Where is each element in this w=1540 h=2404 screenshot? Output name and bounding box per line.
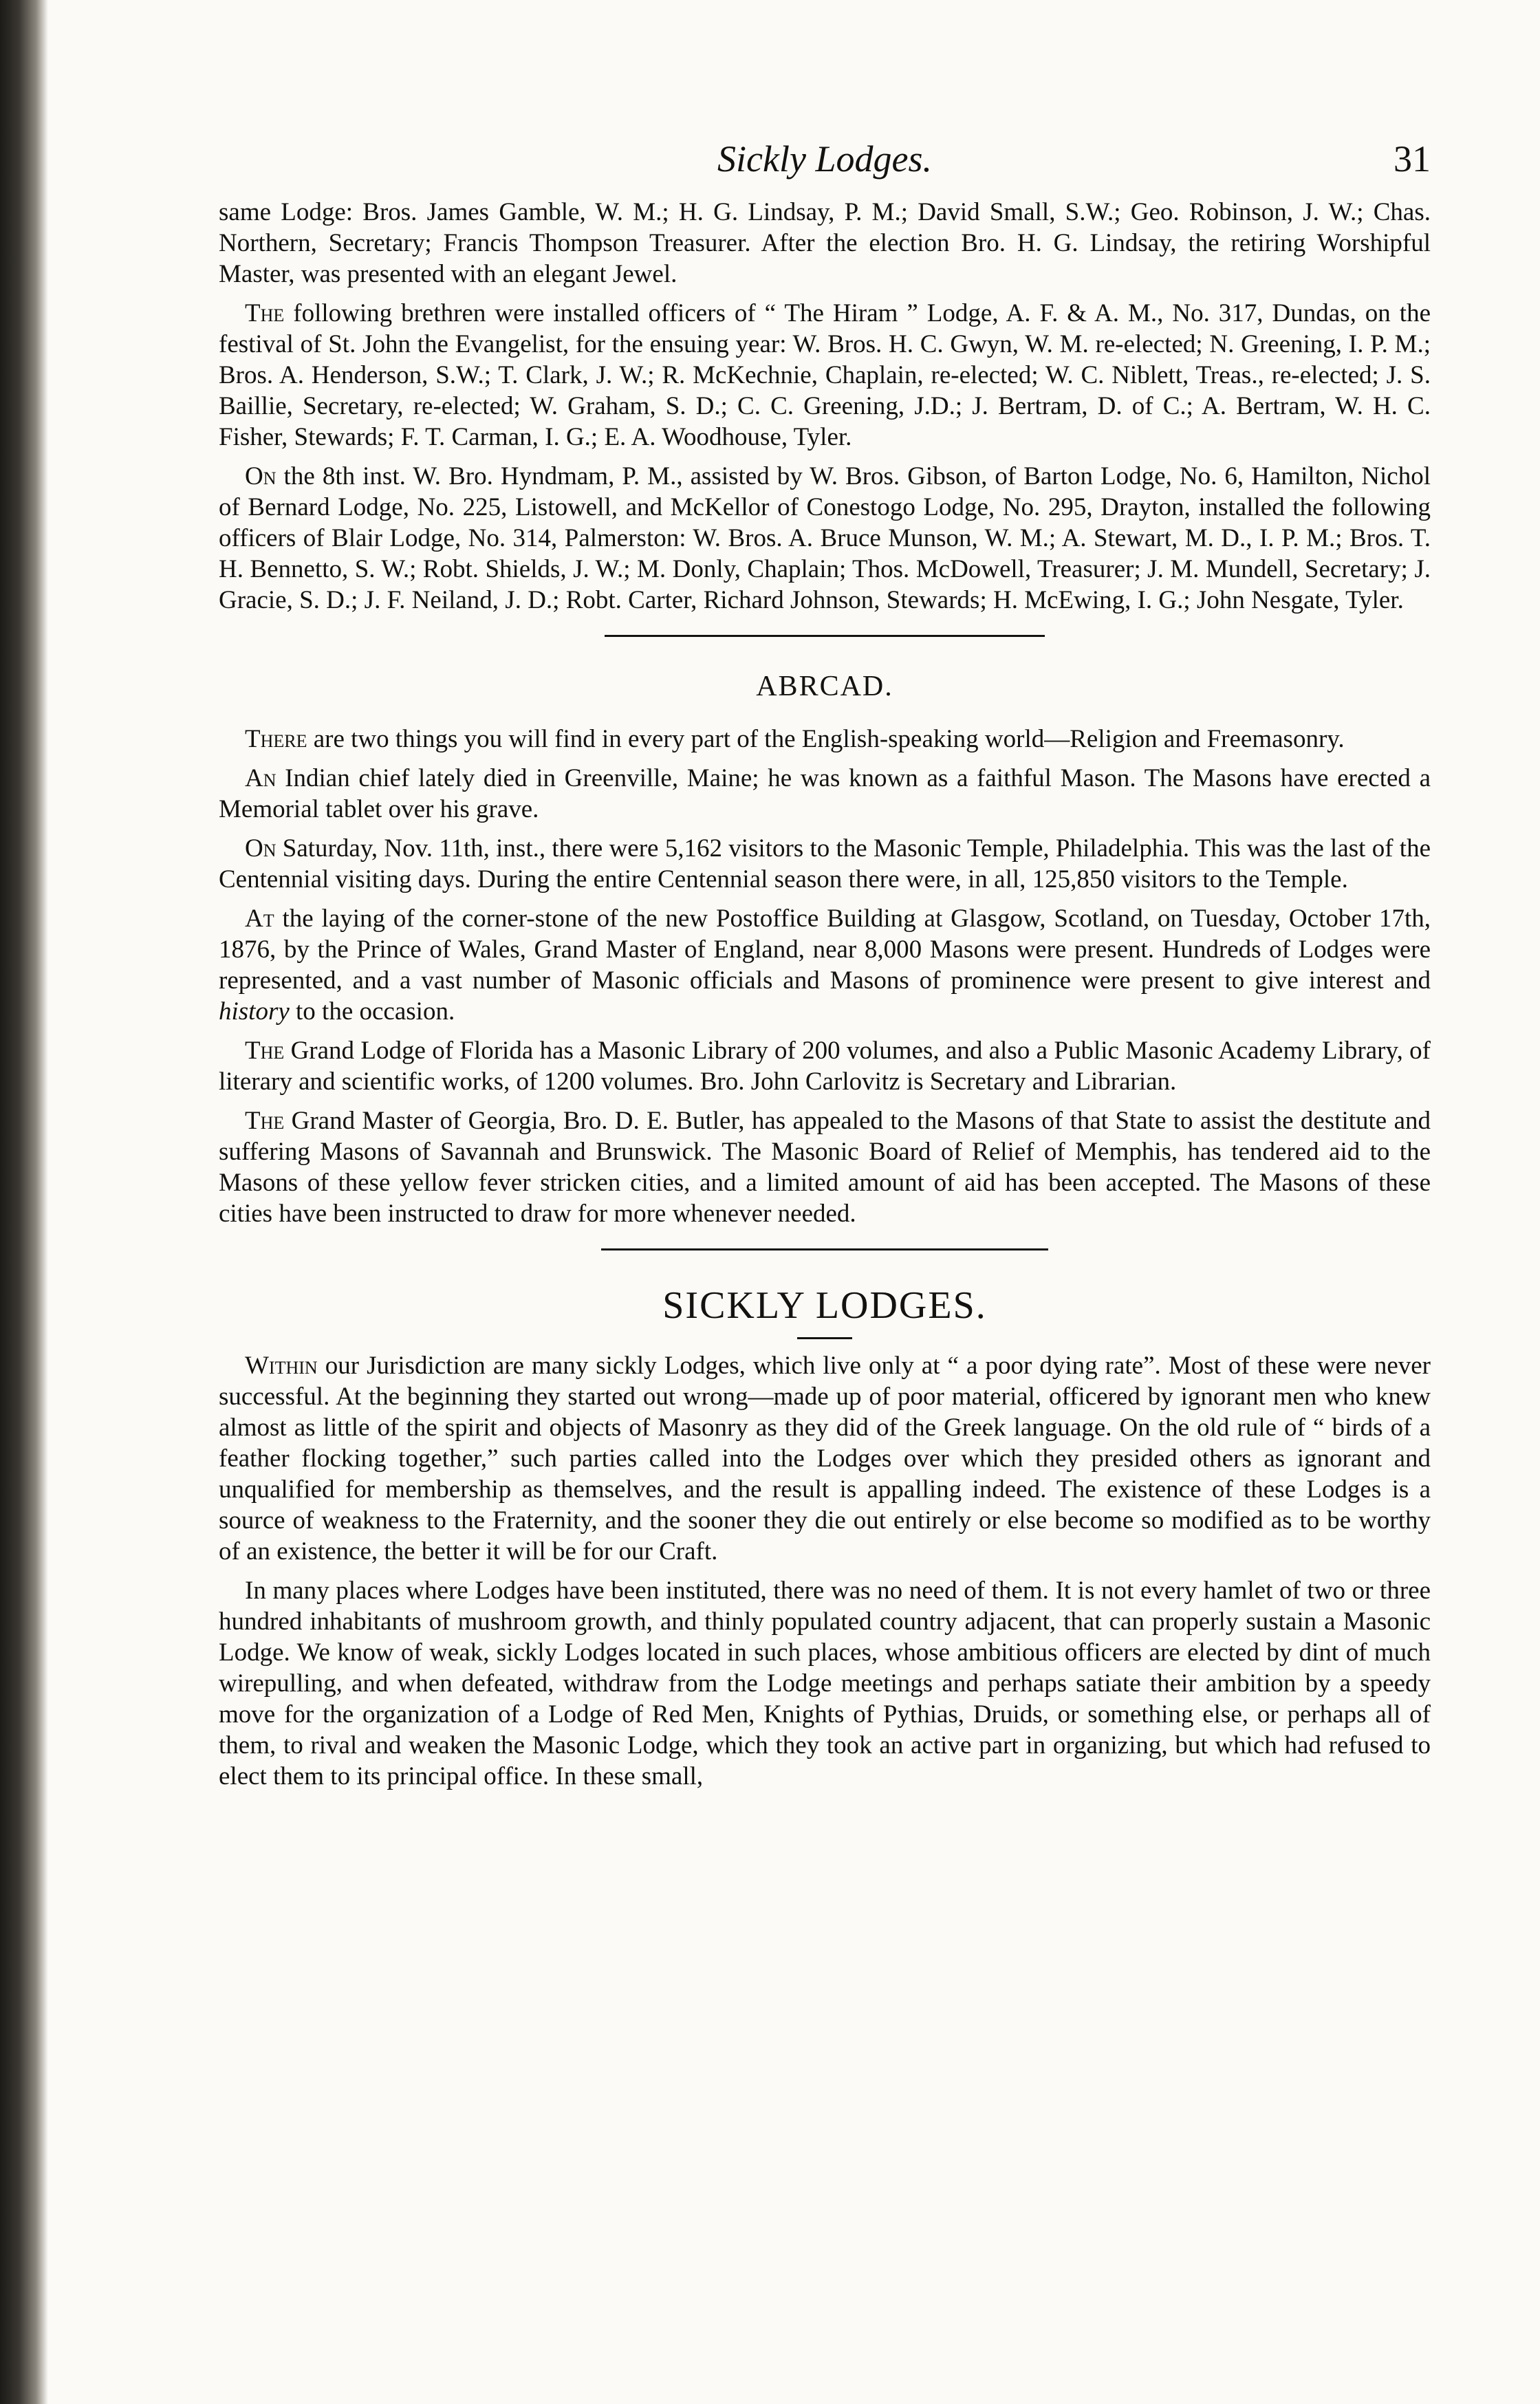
paragraph-text: Indian chief lately died in Greenville, Maine; he was known as a faithful Mason. The Masons have erected a Memorial tablet over his grave. [219,764,1431,823]
paragraph-text: the 8th inst. W. Bro. Hyndmam, P. M., assisted by W. Bros. Gibson, of Barton Lodge, No. 6, Hamilton, Nichol of Bernard Lodge, No. 225, Listowell, and McKellor of Conestogo Lodge, No. 295, Drayton, installed the following officers of Blair Lodge, No. 314, Palmerston: W. Bros. A. Bruce Munson, W. M.; A. Stewart, M. D., I. P. M.; Bros. T. H. Bennetto, S. W.; Robt. Shields, J. W.; M. Donly, Chaplain; Thos. McDowell, Treasurer; J. M. Mundell, Secretary; J. Gracie, S. D.; J. F. Neiland, J. D.; Robt. Carter, Richard Johnson, Stewards; H. McEwing, I. G.; John Nesgate, Tyler. [219,462,1431,614]
abroad-paragraph-2 [219,763,1431,825]
abroad-paragraph-3 [219,833,1431,895]
heading-underline [797,1337,852,1339]
section-heading-abroad: ABRCAD. [756,671,893,702]
abroad-paragraph-1 [219,724,1431,755]
paragraph-text: the laying of the corner-stone of the new Postoffice Building at Glasgow, Scotland, on Tuesday, October 17th, 1876, by the Prince of Wales, Grand Master of England, near 8,000 Masons were present. Hundreds of Lodges were represented, and a vast number of Masonic officials and Masons of prominence were present to give interest and [219,905,1431,995]
sickly-paragraph-1 [219,1350,1431,1567]
sickly-paragraph-2: In many places where Lodges have been instituted, there was no need of them. It is not every hamlet of two or three hundred inhabitants of mushroom growth, and thinly populated country adjacent, that can properly sustain a Masonic Lodge. We know of weak, sickly Lodges located in such places, whose ambitious officers are elected by dint of much wirepulling, and when defeated, withdraw from the Lodge meetings and perhaps satiate their ambition by a speedy move for the organization of a Lodge of Red Men, Knights of Pythias, Druids, or something else, or perhaps all of them, to rival and weaken the Masonic Lodge, which they took an active part in organizing, but which had refused to elect them to its principal office. In these small, [219,1577,1431,1790]
paragraph-text: following brethren were installed officers of “ The Hiram ” Lodge, A. F. & A. M., No. 317, Dundas, on the festival of St. John the Evangelist, for the ensuing year: W. Bros. H. C. Gwyn, W. M. re-elected; N. Greening, I. P. M.; Bros. A. Henderson, S.W.; T. Clark, J. W.; R. McKechnie, Chaplain, re-elected; W. C. Niblett, Treas., re-elected; J. S. Baillie, Secretary, re-elected; W. Graham, S. D.; C. C. Greening, J.D.; J. Bertram, D. of C.; A. Bertram, W. H. C. Fisher, Stewards; F. T. Carman, I. G.; E. A. Woodhouse, Tyler. [219,299,1431,451]
hiram-lodge-paragraph [219,298,1431,453]
running-title: Sickly Lodges. [717,138,932,180]
page-body [219,138,1431,1800]
paragraph-text: are two things you will find in every part of the English-speaking world—Religion and Freemasonry. [307,725,1345,753]
lead-word: On [245,834,276,863]
abroad-paragraph-6 [219,1105,1431,1229]
lead-word: There [245,725,307,753]
lead-word: Within [245,1352,318,1380]
lodge-officers-paragraph: same Lodge: Bros. James Gamble, W. M.; H. G. Lindsay, P. M.; David Small, S.W.; Geo. Robinson, J. W.; Chas. Northern, Secretary; Francis Thompson Treasurer. After the election Bro. H. G. Lindsay, the retiring Worshipful Master, was presented with an elegant Jewel. [219,198,1431,288]
paragraph-text: our Jurisdiction are many sickly Lodges, which live only at “ a poor dying rate”. Most of these were never successful. At the beginning they started out wrong—made up of poor material, officered by ignorant men who knew almost as little of the spirit and objects of Masonry as they did of the Greek language. On the old rule of “ birds of a feather flocking together,” such parties called into the Lodges over which they presided others as ignorant and unqualified for membership as themselves, and the result is appalling indeed. The existence of these Lodges is a source of weakness to the Fraternity, and the sooner they die out entirely or else become so modified as to be worthy of an existence, the better it will be for our Craft. [219,1352,1431,1566]
section-divider [601,1248,1048,1250]
section-divider [605,635,1045,637]
lead-word: The [245,1037,285,1065]
paragraph-text: to the occasion. [289,997,455,1026]
paragraph-text: Saturday, Nov. 11th, inst., there were 5,162 visitors to the Masonic Temple, Philadelphia. This was the last of the Centennial visiting days. During the entire Centennial season there were, in all, 125,850 visitors to the Temple. [219,834,1431,894]
section-heading-sickly-lodges: SICKLY LODGES. [662,1284,987,1327]
lead-word: The [245,299,285,327]
page-number: 31 [1393,138,1431,180]
abroad-paragraph-5 [219,1035,1431,1097]
italic-word: history [219,997,290,1026]
abroad-paragraph-4 [219,903,1431,1027]
paragraph-text: Grand Lodge of Florida has a Masonic Library of 200 volumes, and also a Public Masonic Academy Library, of literary and scientific works, of 1200 volumes. Bro. John Carlovitz is Secretary and Librarian. [219,1037,1431,1096]
blair-lodge-paragraph [219,461,1431,616]
paragraph-text: Grand Master of Georgia, Bro. D. E. Butler, has appealed to the Masons of that State to assist the destitute and suffering Masons of Savannah and Brunswick. The Masonic Board of Relief of Memphis, has tendered aid to the Masons of these yellow fever stricken cities, and a limited amount of aid has been accepted. The Masons of these cities have been instructed to draw for more whenever needed. [219,1107,1431,1228]
lead-word: On [245,462,276,490]
lead-word: At [245,905,274,933]
lead-word: An [245,764,276,792]
book-binding-edge [0,0,48,2404]
page-header [219,138,1431,197]
lead-word: The [245,1107,285,1135]
